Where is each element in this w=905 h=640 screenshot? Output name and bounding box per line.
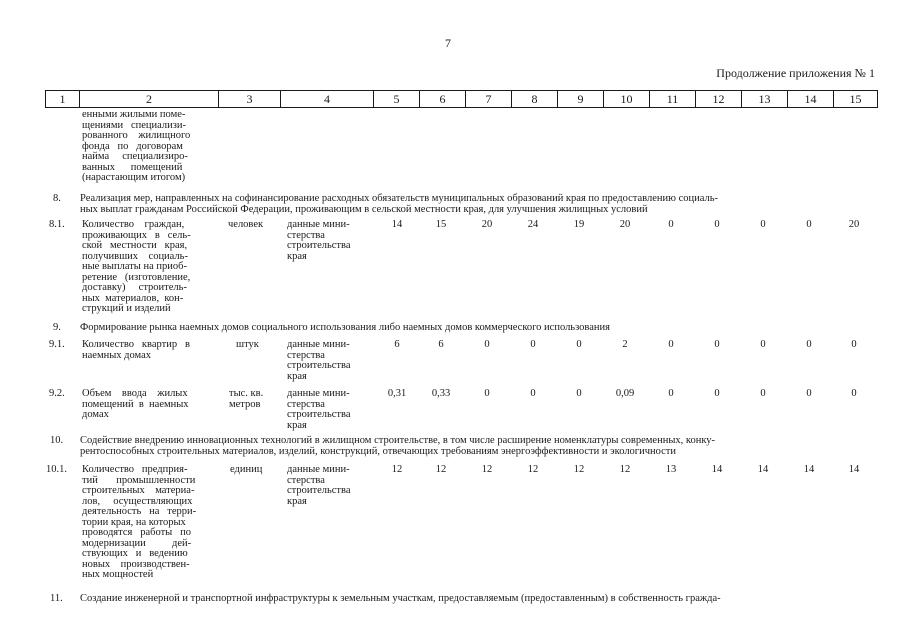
column-header: 14	[788, 91, 834, 108]
column-header: 6	[420, 91, 466, 108]
indicator-value: 12	[391, 464, 403, 475]
indicator-value: 0	[806, 388, 812, 399]
section-title: Содействие внедрению инновационных технологий в жилищном строительстве, в том числе расширение номенклатуры современных, конку- рентоспособных строительных материалов, изделий, конструкций, отвечающих требованиям энергоэффективности и экологичности	[80, 435, 716, 457]
row-number: 9.2.	[49, 388, 65, 399]
indicator-name: Объем ввода жилых помещений в наемных домах	[82, 388, 189, 420]
indicator-value: 0	[668, 339, 674, 350]
column-header: 1	[46, 91, 80, 108]
indicator-name: Количество предприя- тий промышленности строительных материа- лов, осуществляющих деятельность на терри- тории края, на которых проводятся работы по модернизации дей- ствующих и ведению новых производствен- ных мощностей	[82, 464, 197, 580]
unit: тыс. кв. метров	[229, 388, 264, 410]
indicator-value: 12	[527, 464, 539, 475]
data-source: данные мини- стерства строительства края	[287, 388, 351, 431]
indicator-value: 14	[711, 464, 723, 475]
row-number: 9.1.	[49, 339, 65, 350]
indicator-value: 20	[619, 219, 631, 230]
indicator-value: 0	[576, 388, 582, 399]
indicator-value: 0	[530, 339, 536, 350]
indicator-name: Количество граждан, проживающих в сель- ской местности края, получивших социаль- ные выплаты на приоб- ретение (изготовление, доставку) строитель- ных материалов, кон- струкций и изделий	[82, 219, 191, 314]
column-header: 3	[219, 91, 281, 108]
indicator-value: 0	[806, 219, 812, 230]
indicator-value: 0	[760, 339, 766, 350]
indicator-value: 0	[760, 219, 766, 230]
indicator-value: 0	[714, 219, 720, 230]
column-header: 5	[374, 91, 420, 108]
indicator-value: 0	[806, 339, 812, 350]
indicator-value: 12	[619, 464, 631, 475]
column-header: 8	[512, 91, 558, 108]
column-header: 4	[281, 91, 374, 108]
indicator-value: 0	[851, 339, 857, 350]
indicator-value: 6	[394, 339, 400, 350]
column-header: 15	[834, 91, 878, 108]
indicator-name: енными жилыми поме- щениями специализи- рованного жилищного фонда по договорам найма специализиро- ванных помещений (нарастающим итогом)	[82, 109, 191, 183]
indicator-value: 0	[530, 388, 536, 399]
indicator-value: 0,09	[615, 388, 635, 399]
column-header: 7	[466, 91, 512, 108]
column-header-row	[45, 90, 878, 108]
indicator-value: 0	[484, 388, 490, 399]
column-header: 9	[558, 91, 604, 108]
continuation-title: Продолжение приложения № 1	[716, 66, 875, 80]
indicator-value: 0	[668, 388, 674, 399]
section-title: Реализация мер, направленных на софинансирование расходных обязательств муниципальных образований края по предоставлению социаль- ных выплат гражданам Российской Федерации, проживающим в сельской местности края, для улучшения жилищных условий	[80, 193, 719, 215]
indicator-value: 0	[668, 219, 674, 230]
indicator-value: 0,33	[431, 388, 451, 399]
indicator-value: 0,31	[387, 388, 407, 399]
indicator-value: 0	[484, 339, 490, 350]
column-header: 2	[80, 91, 219, 108]
section-number: 8.	[53, 193, 61, 204]
indicator-value: 24	[527, 219, 539, 230]
unit: человек	[228, 219, 264, 230]
section-title: Создание инженерной и транспортной инфраструктуры к земельным участкам, предоставляемым (предоставленным) в собственность гражда-	[80, 593, 721, 604]
indicator-value: 20	[848, 219, 860, 230]
indicator-value: 0	[851, 388, 857, 399]
indicator-value: 14	[848, 464, 860, 475]
column-header: 13	[742, 91, 788, 108]
data-source: данные мини- стерства строительства края	[287, 339, 351, 382]
indicator-value: 14	[757, 464, 769, 475]
data-source: данные мини- стерства строительства края	[287, 464, 351, 507]
indicator-value: 0	[760, 388, 766, 399]
page-number: 7	[445, 36, 451, 50]
indicator-value: 13	[665, 464, 677, 475]
unit: штук	[236, 339, 259, 350]
section-number: 10.	[50, 435, 64, 446]
indicator-value: 6	[438, 339, 444, 350]
indicator-value: 2	[622, 339, 628, 350]
unit: единиц	[230, 464, 263, 475]
indicator-value: 14	[803, 464, 815, 475]
indicator-value: 12	[573, 464, 585, 475]
indicator-value: 15	[435, 219, 447, 230]
column-header: 10	[604, 91, 650, 108]
indicator-value: 14	[391, 219, 403, 230]
indicator-value: 12	[435, 464, 447, 475]
section-number: 9.	[53, 322, 61, 333]
indicator-name: Количество квартир в наемных домах	[82, 339, 190, 361]
data-source: данные мини- стерства строительства края	[287, 219, 351, 262]
row-number: 8.1.	[49, 219, 65, 230]
indicator-value: 0	[714, 388, 720, 399]
indicator-value: 0	[714, 339, 720, 350]
column-header: 12	[696, 91, 742, 108]
indicator-value: 20	[481, 219, 493, 230]
section-number: 11.	[50, 593, 63, 604]
row-number: 10.1.	[46, 464, 67, 475]
indicator-value: 0	[576, 339, 582, 350]
indicator-value: 12	[481, 464, 493, 475]
column-header: 11	[650, 91, 696, 108]
indicator-value: 19	[573, 219, 585, 230]
section-title: Формирование рынка наемных домов социального использования либо наемных домов коммерческого использования	[80, 322, 610, 333]
